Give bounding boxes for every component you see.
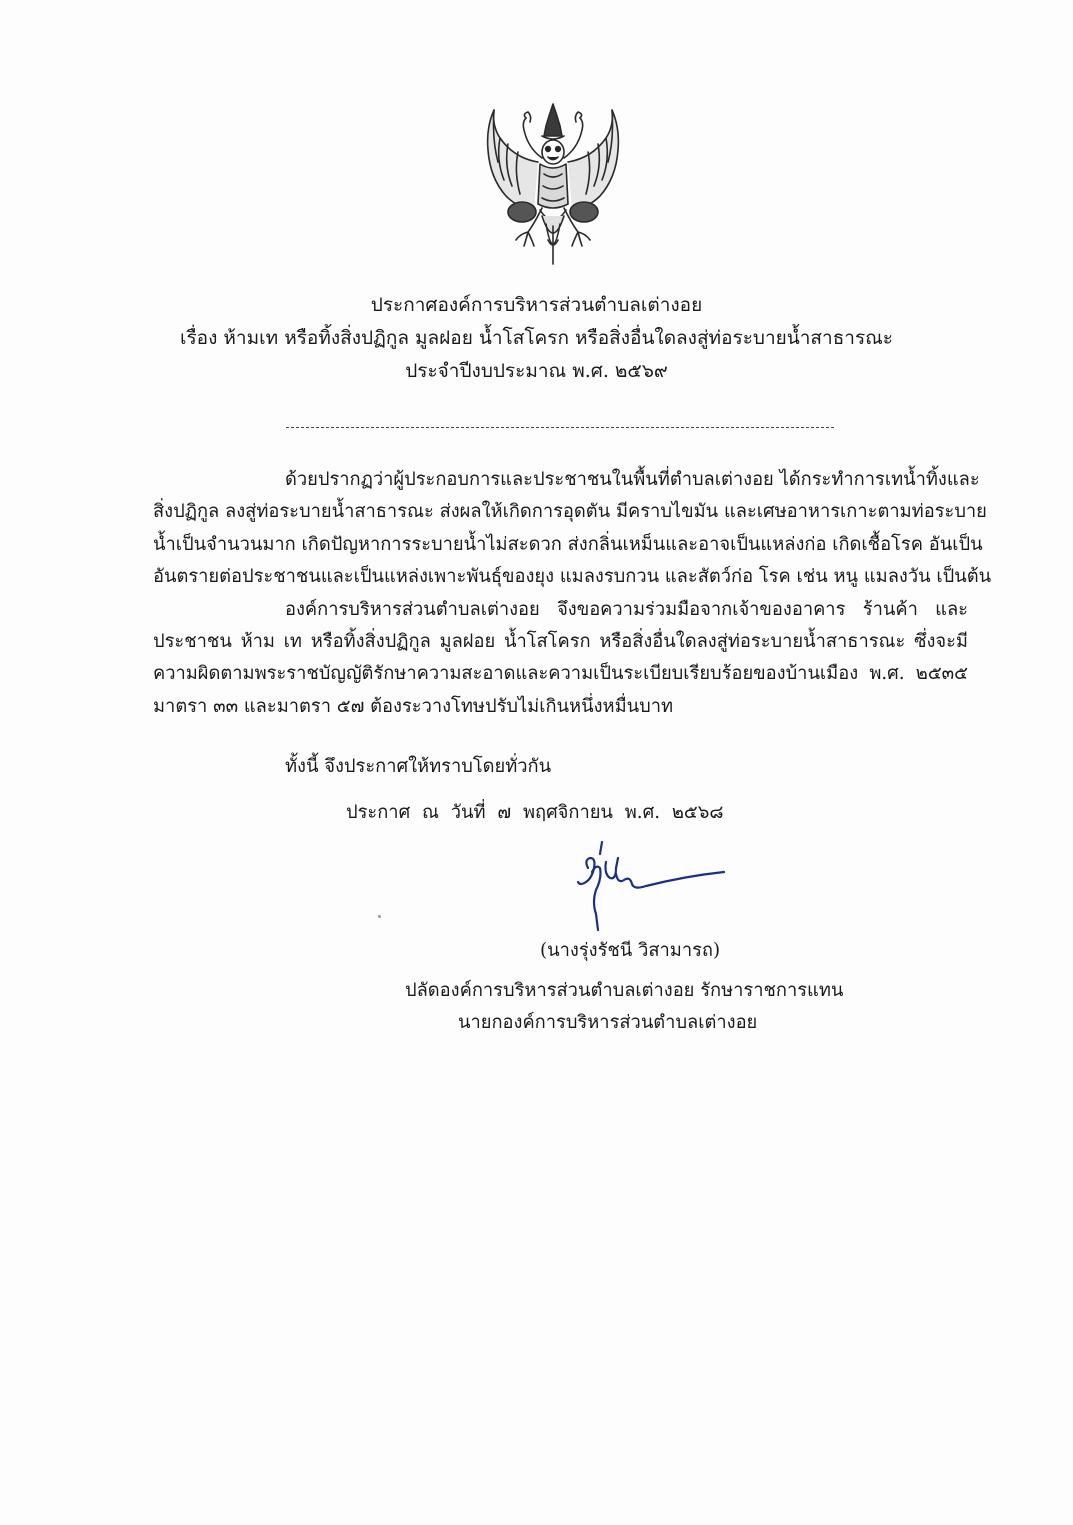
dashed-separator [286, 427, 834, 428]
paragraph-line: ความผิดตามพระราชบัญญัติรักษาความสะอาดและความเป็นระเบียบเรียบร้อยของบ้านเมือง พ.ศ. ๒๕๓๕ [153, 663, 968, 684]
handwritten-signature [566, 838, 736, 934]
signatory-name: (นางรุ่งรัชนี วิสามารถ) [540, 940, 721, 961]
signatory-position: ปลัดองค์การบริหารส่วนตำบลเต่างอย รักษาราชการแทน [405, 980, 844, 1001]
paragraph-line: อันตรายต่อประชาชนและเป็นแหล่งเพาะพันธุ์ของยุง แมลงรบกวน และสัตว์ก่อ โรค เช่น หนู แมลงวัน เป็นต้น [153, 566, 992, 587]
paragraph-line: ประชาชน ห้าม เท หรือทิ้งสิ่งปฏิกูล มูลฝอย น้ำโสโครก หรือสิ่งอื่นใดลงสู่ท่อระบายน้ำสาธารณะ ซึ่งจะมี [153, 631, 968, 652]
fiscal-year-line: ประจำปีงบประมาณ พ.ศ. ๒๕๖๙ [405, 360, 668, 382]
announcement-title: ประกาศองค์การบริหารส่วนตำบลเต่างอย [370, 294, 703, 316]
paragraph-line: องค์การบริหารส่วนตำบลเต่างอย จึงขอความร่วมมือจากเจ้าของอาคาร ร้านค้า และ [285, 599, 968, 620]
proclamation-date: ประกาศ ณ วันที่ ๗ พฤศจิกายน พ.ศ. ๒๕๖๘ [346, 802, 724, 823]
paragraph-line: มาตรา ๓๓ และมาตรา ๕๗ ต้องระวางโทษปรับไม่เกินหนึ่งหมื่นบาท [153, 696, 674, 717]
paragraph-line: สิ่งปฏิกูล ลงสู่ท่อระบายน้ำสาธารณะ ส่งผลให้เกิดการอุดตัน มีคราบไขมัน และเศษอาหารเกาะตามท่อระบาย [153, 501, 987, 522]
garuda-emblem-icon [478, 100, 628, 268]
closing-statement: ทั้งนี้ จึงประกาศให้ทราบโดยทั่วกัน [285, 756, 552, 777]
scan-speck [378, 915, 381, 918]
announcement-subject: เรื่อง ห้ามเท หรือทิ้งสิ่งปฏิกูล มูลฝอย น้ำโสโครก หรือสิ่งอื่นใดลงสู่ท่อระบายน้ำสาธารณะ [179, 327, 893, 349]
signatory-acting-position: นายกองค์การบริหารส่วนตำบลเต่างอย [458, 1012, 758, 1033]
paragraph-line: ด้วยปรากฏว่าผู้ประกอบการและประชาชนในพื้นที่ตำบลเต่างอย ได้กระทำการเทน้ำทิ้งและ [285, 469, 980, 490]
paragraph-line: น้ำเป็นจำนวนมาก เกิดปัญหาการระบายน้ำไม่สะดวก ส่งกลิ่นเหม็นและอาจเป็นแหล่งก่อ เกิดเชื้อโรค อันเป็น [153, 534, 983, 555]
